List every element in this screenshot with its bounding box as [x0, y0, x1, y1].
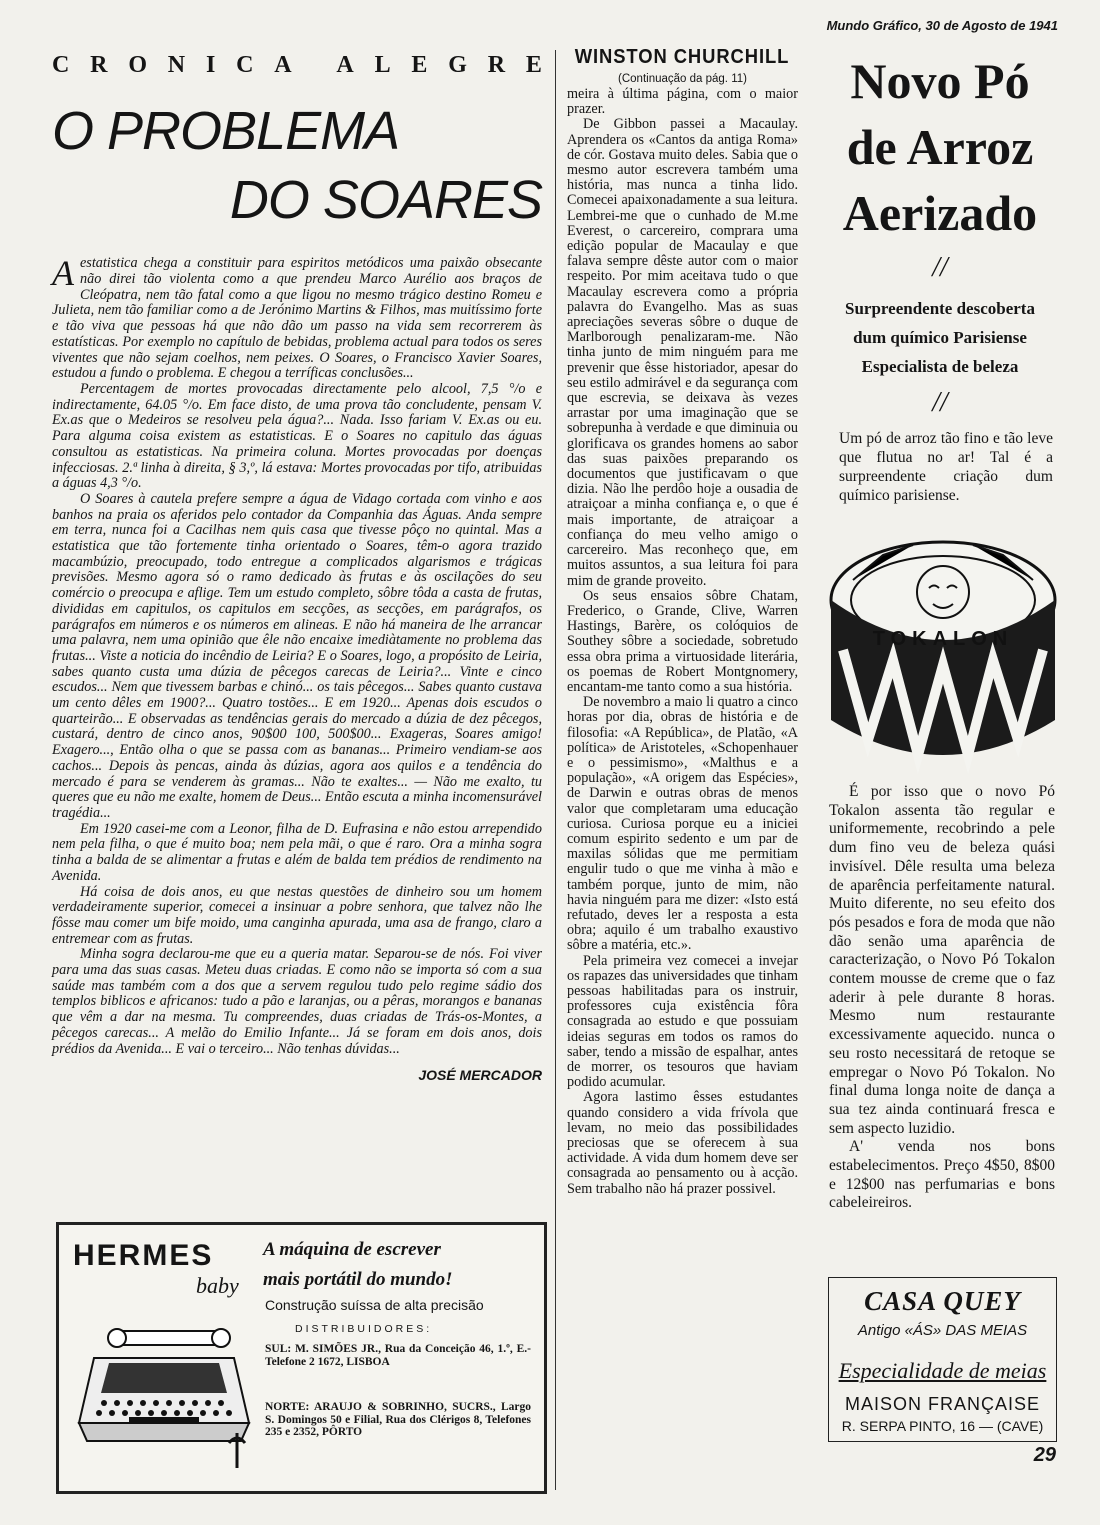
section-letter: R	[487, 52, 506, 78]
ad-title-line: Aerizado	[842, 185, 1038, 241]
running-header: Mundo Gráfico, 30 de Agosto de 1941	[826, 18, 1058, 33]
ad-subtitle-line: dum químico Parisiense	[853, 328, 1027, 347]
paragraph: meira à última página, com o maior prazer.	[567, 86, 798, 118]
hermes-ad	[56, 1222, 547, 1494]
title-line-2: DO SOARES	[229, 169, 542, 230]
distributor-south: SUL: M. SIMÕES JR., Rua da Conceição 46, 1.º, E.-Telefone 2 1672, LISBOA	[265, 1343, 531, 1368]
chronicle-body	[52, 253, 542, 1057]
casa-quey-ad	[828, 1277, 1057, 1442]
powder-tin-illustration	[823, 530, 1063, 780]
section-letter: G	[448, 52, 467, 78]
drop-cap: A	[52, 253, 74, 294]
paragraph	[52, 253, 542, 382]
chronicle-column	[52, 46, 542, 1083]
author-byline: JOSÉ MERCADOR	[418, 1067, 542, 1084]
title-line-1: O PROBLEMA	[52, 101, 400, 161]
tin-label: TOKALON	[872, 628, 1014, 650]
section-letter: E	[525, 52, 542, 78]
hermes-slogan-line-2: mais portátil do mundo!	[263, 1269, 453, 1290]
continuation-note: (Continuação da pág. 11)	[618, 73, 747, 85]
paragraph: Minha sogra declarou-me que eu a queria matar. Separou-se de nós. Foi viver para uma das suas casas. Meteu duas criadas. E como não se importa só com a sua saúde mas também com a dos que a servem regulou tudo pelo regime sádio dos templos biblicos e africanos: tudo a pão e laranjas, ou a pêras, morangos e bananas que vêm a dar na mesma. Tu compreendes, duas criadas de Trás-os-Montes, a pêcegos carecas... A melão do Emilio Infante... Já se foram em dois anos, dois prédios da Avenida... E vai o terceiro... Não tenhas dúvidas...	[52, 946, 542, 1057]
paragraph: A' venda nos bons estabelecimentos. Preço 4$50, 8$00 e 12$00 nas perfumarias e bons cabeleireiros.	[829, 1138, 1055, 1212]
shop-maison: MAISON FRANÇAISE	[844, 1394, 1041, 1414]
section-letter: N	[167, 52, 186, 78]
ad-title-line: de Arroz	[846, 119, 1034, 175]
section-letter: C	[52, 52, 70, 78]
paragraph: O Soares à cautela prefere sempre a água de Vidago cortada com vinho e aos banhos na praia os aferidos pelo contador da Companhia das Águas. Anda sempre em terra, nunca foi a Cacilhas nem quis casa que tivesse pôço no quintal. Mas a estatistica que tão fortemente tinha orientado o Soares, têm-o agora trazido macambúzio, preocupado, todo entregue a complicados algarismos e trágicas previsões. Mesmo agora só o ramo dedicado às frutas e às oscilações do seu comércio o preocupa e aflige. Tem um estudo completo, sôbre tôda a casta de frutas, divididas em capitulos, os capitulos em secções, as secções, em parágrafos, os parágrafos em números e os números em alineas. E não há maneira de lhe arrancar uma palavra, nem uma opinião que êle não encaixe imediàtamente no problema das frutas... Viste a noticia do incêndio de Leiria? E o Soares, logo, a propósito de Leiria, sabes quanto custa uma dúzia de pêcegos carecas de Leiria?... Vinte e cinco escudos... Nem que tivessem barbas e chinó... os tais pêcegos... Sabes quanto custava um cento dêles em 1900?... Quatro tostões... E em 1920... Apenas dois escudos o quarteirão... E observadas as tendências gerais do mercado a dúzia de dez pêcegos, custará, dentro de cinco anos, 90$00 100, 500$00... Exageras, Soares amigo! Exagero..., Então olha o que se passa com as bananas... Primeiro vendiam-se aos cachos... Depois às pencas, ainda às dúzias, agora aos quilos e a tendência do mercado é para se venderem às gramas... Não te exaltes... — Não me exalto, tu queres que eu não me exalte, homem de Deus... Então escuta a minha incomensurável tragédia...	[52, 490, 542, 821]
section-letter: L	[374, 52, 391, 78]
paragraph: É por isso que o novo Pó Tokalon assenta tão regular e uniformemente, recobrindo a pele dum fino veu de beleza quási invisível. Dêle resulta uma beleza de aparência perfeitamente natural. Muito diferente, no seu efeito dos pós pesados e fora de moda que não dão senão uma aparência de caracterização, o Novo Pó Tokalon contem mousse de creme que o faz aderir à pele durante 8 horas. Mesmo num restaurante excessivamente aquecido. nunca o seu rosto necessitará de retoque se empregar o Novo Pó Tokalon. No final duma longa noite de dança a sua tez ainda continuará fresca e sem aspecto luzidio.	[829, 783, 1055, 1137]
churchill-title: WINSTON CHURCHILL	[574, 46, 790, 68]
section-label	[52, 52, 542, 79]
tick-mark: //	[932, 252, 948, 283]
paragraph: Pela primeira vez comecei a invejar os rapazes das universidades que tinham pessoas habilitadas para os instruir, professores cuja existência fôra consagrada ao estudo e que possuiam ideias seguras em todos os ramos do saber, tendo a missão de espalhar, antes de morrer, os tesouros que haviam podido acumular.	[567, 952, 798, 1091]
paragraph: Em 1920 casei-me com a Leonor, filha de D. Eufrasina e não estou arrependido nem pela filha, o que é muito boa; nem pela mãi, o que é raro. Ora a minha sogra tinha a balda de se alimentar a frutas e além de balda tem prédios de rendimento na Avenida.	[52, 820, 542, 884]
section-letter: O	[128, 52, 147, 78]
ad-subtitle-line: Especialista de beleza	[861, 357, 1019, 376]
hermes-logo-sub: baby	[196, 1273, 239, 1298]
section-letter: A	[336, 52, 354, 78]
section-letter: I	[205, 52, 216, 78]
ad-subtitle-line: Surpreendente descoberta	[845, 299, 1035, 318]
column-divider	[555, 50, 556, 1490]
section-letter: E	[411, 52, 428, 78]
ad-title-line: Novo Pó	[850, 53, 1030, 109]
hermes-subtitle: Construção suíssa de alta precisão	[265, 1297, 484, 1313]
hermes-logo: HERMES	[73, 1239, 214, 1272]
paragraph: Os seus ensaios sôbre Chatam, Frederico, o Grande, Clive, Warren Hastings, Barère, os colóquios de Southey sôbre a sociedade, sobretudo essa obra prima a virtuosidade literária, os poemas de Robert Montgnomery, encantam-me tanto como a sua história.	[567, 587, 798, 695]
page-number: 29	[1033, 1444, 1056, 1466]
ad-intro: Um pó de arroz tão fino e tão leve que flutua no ar! Tal é a surpreendente criação dum químico parisiense.	[839, 430, 1053, 504]
shop-former-name: Antigo «ÁS» DAS MEIAS	[857, 1322, 1028, 1339]
shop-address: R. SERPA PINTO, 16 — (CAVE)	[841, 1418, 1044, 1434]
distributor-north: NORTE: ARAUJO & SOBRINHO, SUCRS., Largo S. Domingos 50 e Filial, Rua dos Clérigos 8, Telefones 235 e 2352, PÔRTO	[265, 1401, 531, 1438]
shop-specialty: Especialidade de meias	[838, 1358, 1047, 1383]
paragraph: Percentagem de mortes provocadas directamente pelo alcool, 7,5 °/o e indirectamente, 64.05 °/o. Em face disto, de uma prova tão concludente, pensam V. Ex.as que o Medeiros se resolveu pela água?... Nada. Isso fariam V. Ex.as ou eu. Para alguma coisa existem as estatisticas. E o Soares no capitulo das águas consultou as estatisticas. Na primeira coluna. Mortes provocadas por doenças infecciosas. 2.ª linha à direita, § 3,º, lá estava: Mortes provocadas por tifo, atribuidas a águas 4,3 °/o.	[52, 381, 542, 492]
churchill-body	[567, 87, 798, 1197]
ad-subtitle	[817, 294, 1063, 381]
paragraph: De Gibbon passei a Macaulay. Aprendera os «Cantos da antiga Roma» de cór. Gostava muito deles. Sabia que o mesmo autor escrevera também uma história, mas nunca a tinha lido. Comecei apaixonadamente a sua leitura. Lembrei-me que o cunhado de M.me Everest, o carcereiro, comprara uma edição popular de Macaulay e que falava sempre dêste autor com o maior respeito. Por mim aceitava tudo o que Macaulay escrevera como a própria palavra do Evangelho. Mas as suas apreciações severas sôbre o duque de Marlborough penalizaram-me. Não tinha junto de mim ninguém para me prevenir que êsse historiador, apesar do seu estilo admirável e da segurança com que escrevia, se deixava às vezes arrastar por uma imaginação que se sobrepunha à verdade e que diminuia ou glorificava os grandes homens ao sabor das suas paixões preparando os documentos que justificavam o que dizia. Não lhe perdôo hoje a ousadia de atraiçoar a minha confiança e, o que é mais importante, de atraiçoar a confiança do meu velho amigo o carcereiro. Mas reconheço que, em muitos assuntos, a sua leitura foi para mim de grande proveito.	[567, 116, 798, 589]
tick-mark: //	[932, 387, 948, 418]
section-letter: A	[274, 52, 292, 78]
article-title	[52, 103, 542, 228]
paragraph: Agora lastimo êsses estudantes quando considero a vida frívola que levam, no meio das possibilidades preciosas que se oferecem à sua actividade. A vida dum homem deve ser consagrada ao pensamento ou à acção. Sem trabalho não há prazer possivel.	[567, 1089, 798, 1197]
shop-name: CASA QUEY	[864, 1286, 1021, 1316]
typewriter-icon	[69, 1313, 259, 1478]
paragraph: De novembro a maio li quatro a cinco horas por dia, obras de história e de filosofia: «A República», de Platão, «A política» de Aristoteles, «Schopenhauer e o pessimismo», «Malthus e a população», «A origem das Espécies», de Darwin e outras obras de menos valor que completaram uma educação curiosa. Curiosa porque eu a iniciei comum espirito sedento e um par de maxilas sólidas que me permitiam engulir tudo o que me vinha à mão e também porque, junto de mim, não havia ninguém para me dizer: «Isto está refutado, deves ler a resposta a esta obra; aquilo é um trabalho exaustivo sôbre a matéria, etc.».	[567, 694, 798, 954]
distributors-label: DISTRIBUIDORES:	[295, 1323, 433, 1335]
section-letter: C	[236, 52, 254, 78]
churchill-column	[567, 46, 798, 1197]
paragraph: Há coisa de dois anos, eu que nestas questões de dinheiro sou um homem verdadeiramente superior, comecei a insinuar a pobre senhora, que talvez não lhe fôsse mau comer um bife moido, uma canginha apurada, uma asa de frango, claro a entremear com as frutas.	[52, 883, 542, 947]
hermes-slogan-line-1: A máquina de escrever	[263, 1239, 441, 1260]
ad-title	[817, 48, 1063, 246]
paragraph-text: estatistica chega a constituir para espiritos metódicos uma paixão obsecante não direi tão violenta como a que prendeu Marco Aurélio aos braços de Cleópatra, nem tão fatal como a que ligou no mesmo trágico destino Romeu e Julieta, nem tão familiar como a de Jerónimo Martins & Filhos, mas muitíssimo forte e tão viva que pessoas há que não dão um passo na vida sem recorrerem às estatísticas. Por exemplo no capítulo de bebidas, problema actual para todos os seres viventes que não sejam coelhos, nem peixes. O Soares, o Francisco Xavier Soares, estudou a fundo o problema. E chegou a terríficas conclusões...	[52, 255, 542, 382]
ad-body	[817, 783, 1063, 1213]
section-letter: R	[90, 52, 108, 78]
